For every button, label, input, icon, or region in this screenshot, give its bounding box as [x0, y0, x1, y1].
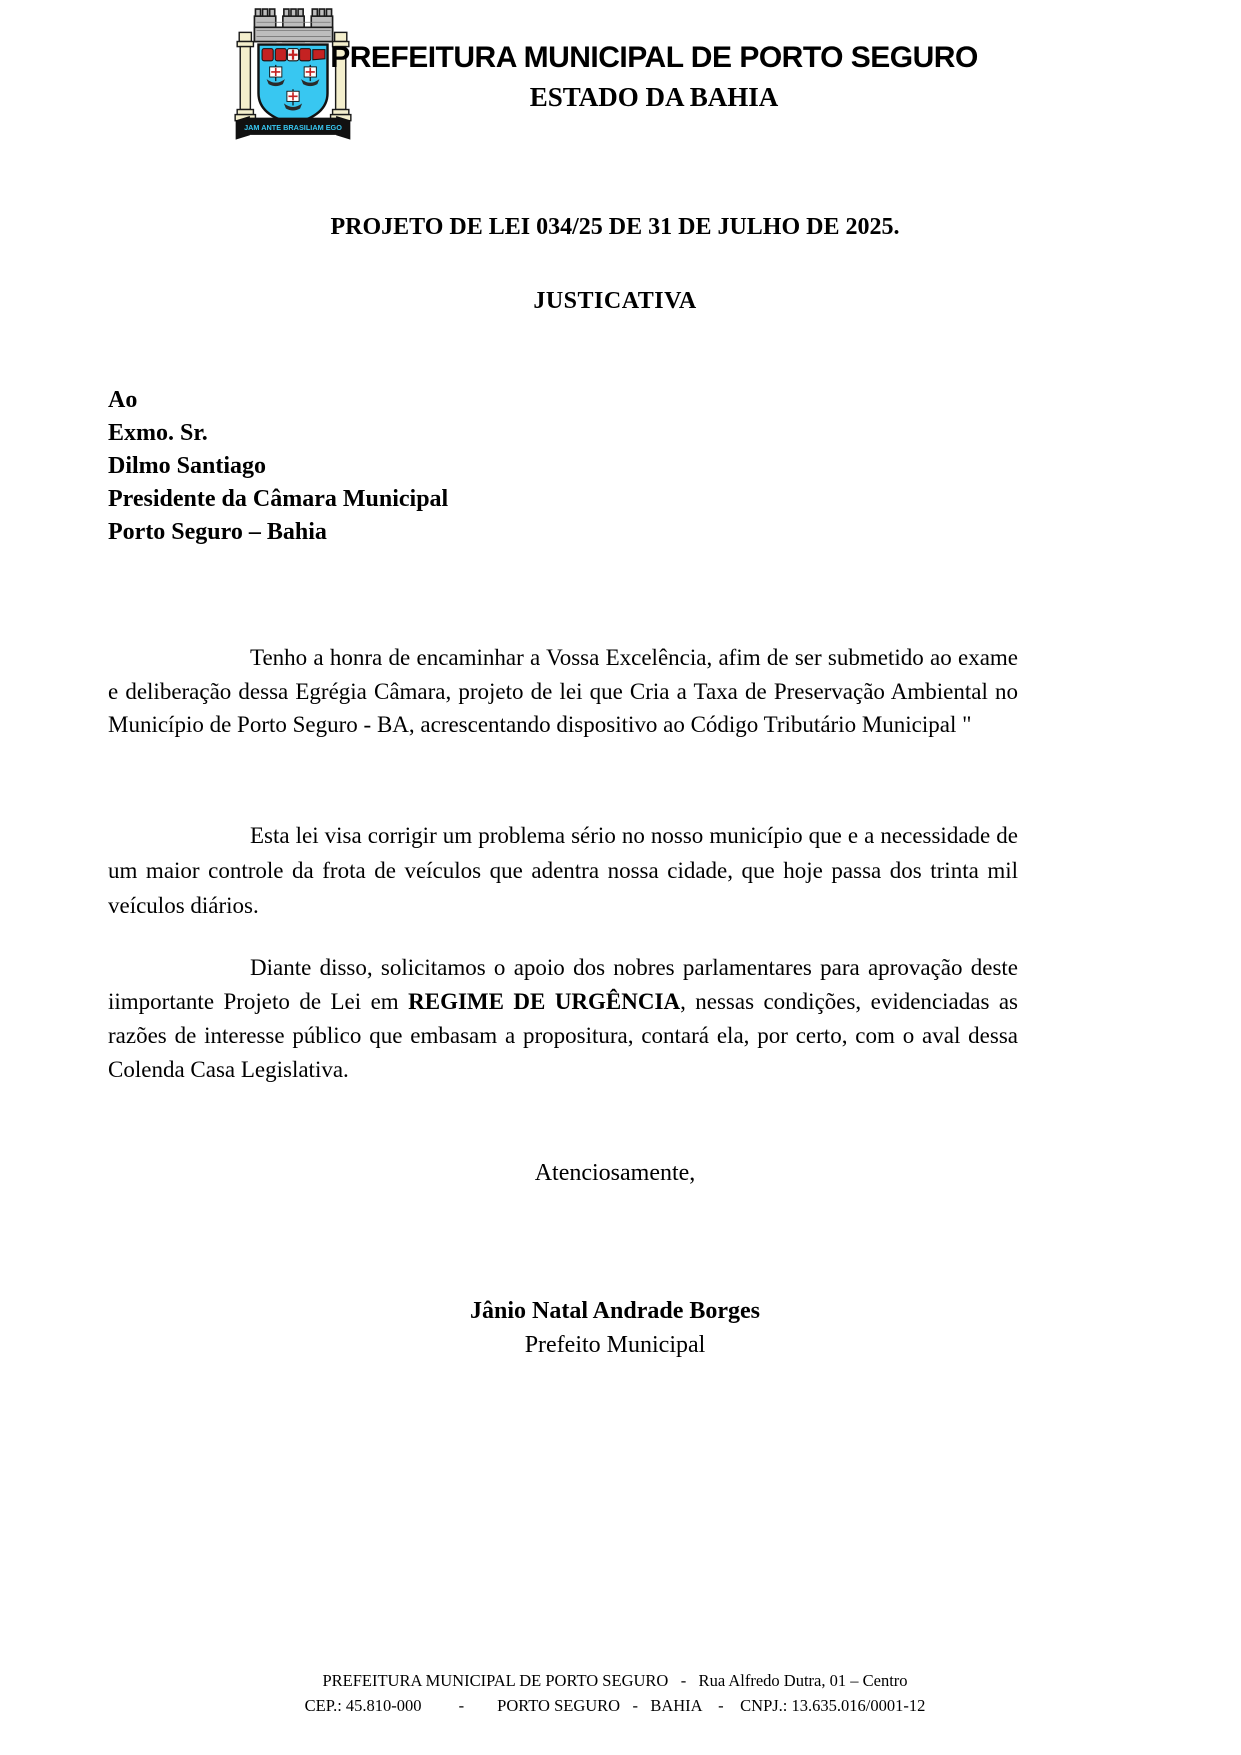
footer-line-1: PREFEITURA MUNICIPAL DE PORTO SEGURO - Rua Alfredo Dutra, 01 – Centro [322, 1671, 908, 1690]
body-paragraph-1: Tenho a honra de encaminhar a Vossa Excelência, afim de ser submetido ao exame e deliberação dessa Egrégia Câmara, projeto de lei que Cria a Taxa de Preservação Ambiental no Município de Porto Seguro - BA, acrescentando dispositivo ao Código Tributário Municipal " [108, 645, 1018, 737]
addressee-line: Porto Seguro – Bahia [108, 519, 327, 545]
addressee-line: Presidente da Câmara Municipal [108, 486, 449, 512]
addressee-block [108, 384, 448, 549]
signer-title: Prefeito Municipal [524, 1332, 706, 1358]
salutation: Atenciosamente, [534, 1160, 696, 1186]
org-name: PREFEITURA MUNICIPAL DE PORTO SEGURO [330, 41, 978, 74]
caravel-icon [267, 65, 285, 86]
addressee-line: Ao [108, 387, 138, 413]
signer-name: Jânio Natal Andrade Borges [469, 1298, 760, 1324]
signature-block [110, 1294, 1120, 1362]
paragraph3-text: , nessas condições, evidenciadas as razões de interesse público que embasam a propositura, contará ela, por certo, com o aval dessa Colenda Casa Legislativa. [108, 989, 1019, 1082]
footer-line-2: CEP.: 45.810-000 - PORTO SEGURO - BAHIA - CNPJ.: 13.635.016/0001-12 [304, 1696, 926, 1715]
page-footer [110, 1668, 1120, 1718]
law-title: PROJETO DE LEI 034/25 DE 31 DE JULHO DE 2025. [330, 214, 900, 240]
left-column-icon [235, 32, 255, 120]
addressee-line: Exmo. Sr. [108, 420, 208, 446]
caravel-icon [284, 89, 302, 110]
section-title: JUSTICATIVA [533, 288, 697, 314]
addressee-line: Dilmo Santiago [108, 453, 267, 479]
crest-motto: JAM ANTE BRASILIAM EGO [244, 122, 342, 132]
state-name: ESTADO DA BAHIA [529, 82, 779, 112]
body-paragraph-3 [108, 951, 1018, 1087]
letterhead [304, 40, 1004, 113]
regime-urgencia-emphasis: REGIME DE URGÊNCIA [408, 989, 681, 1014]
motto-banner [236, 117, 350, 139]
body-paragraph-2: Esta lei visa corrigir um problema sério no nosso município que e a necessidade de um maior controle da frota de veículos que adentra nossa cidade, que hoje passa dos trinta mil veículos diários. [108, 823, 1018, 918]
paragraph3-text: Diante disso, solicitamos o apoio dos nobres parlamentares para aprovação deste iimportante Projeto de Lei em [108, 955, 1018, 1014]
